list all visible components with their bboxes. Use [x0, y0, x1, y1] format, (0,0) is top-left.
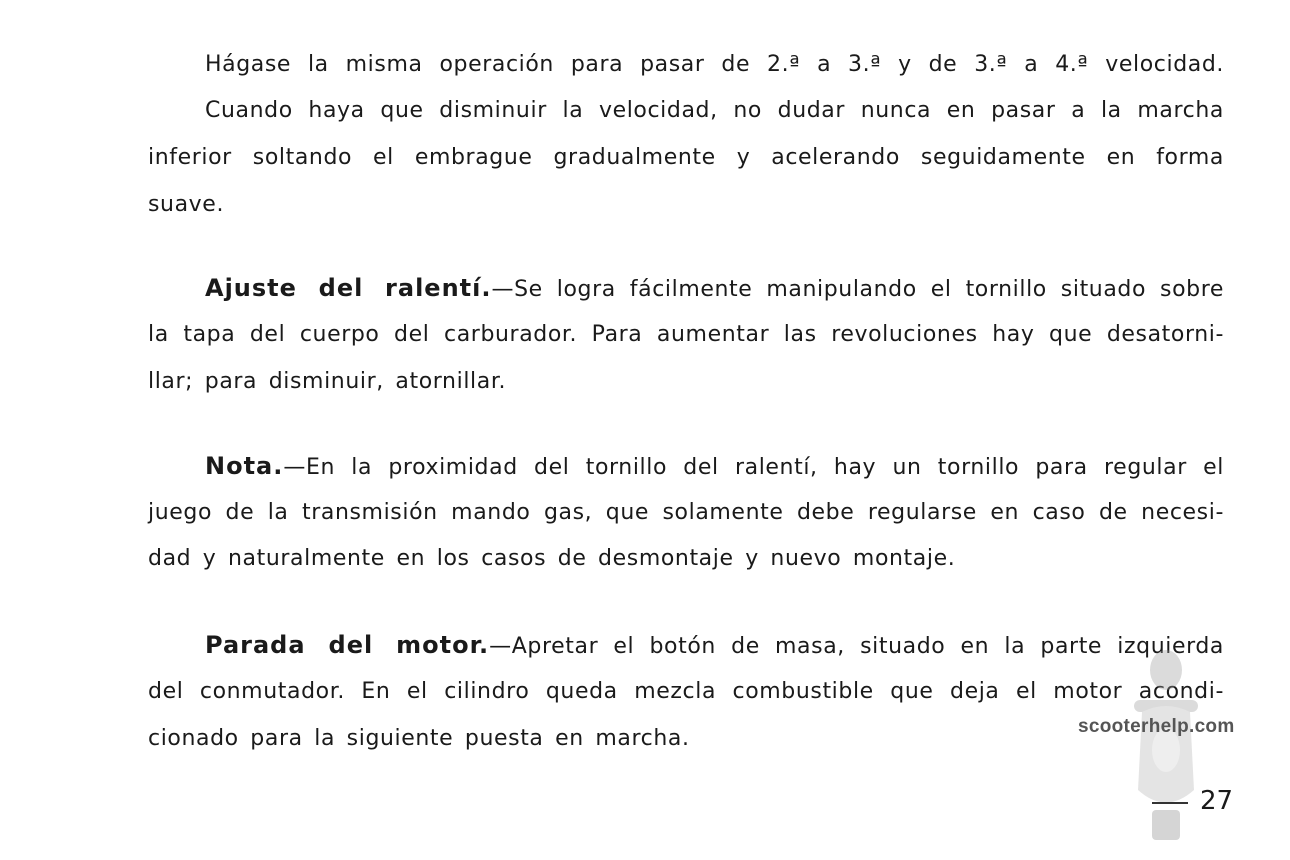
nota-line-3: dad y naturalmente en los casos de desmontaje y nuevo montaje. [148, 546, 956, 571]
ralenti-line-1 [205, 273, 1224, 305]
parada-line-3: cionado para la siguiente puesta en marcha. [148, 726, 690, 751]
paragraph-1-line-3: inferior soltando el embrague gradualmente y acelerando seguidamente en forma [148, 145, 1224, 170]
watermark-text: scooterhelp.com [1078, 716, 1235, 737]
paragraph-1-line-4: suave. [148, 192, 225, 217]
ralenti-line-1-text: —Se logra fácilmente manipulando el tornillo situado sobre [491, 277, 1224, 302]
page-number: 27 [1200, 786, 1234, 816]
page-number-dash [1152, 802, 1188, 804]
parada-line-1-text: —Apretar el botón de masa, situado en la parte izquierda [489, 634, 1224, 659]
nota-line-1 [205, 451, 1224, 483]
ralenti-heading: Ajuste del ralentí. [205, 274, 492, 302]
paragraph-1-line-1: Hágase la misma operación para pasar de 2.ª a 3.ª y de 3.ª a 4.ª velocidad. [205, 52, 1224, 77]
nota-line-1-text: —En la proximidad del tornillo del ralentí, hay un tornillo para regular el [283, 455, 1224, 480]
ralenti-line-3: llar; para disminuir, atornillar. [148, 369, 507, 394]
nota-heading: Nota. [205, 452, 284, 480]
parada-heading: Parada del motor. [205, 631, 490, 659]
paragraph-1-line-2: Cuando haya que disminuir la velocidad, no dudar nunca en pasar a la marcha [205, 98, 1224, 123]
parada-line-1 [205, 630, 1224, 662]
ralenti-line-2: la tapa del cuerpo del carburador. Para aumentar las revoluciones hay que desatorni- [148, 322, 1224, 347]
scooter-watermark-icon [1128, 640, 1204, 850]
parada-line-2: del conmutador. En el cilindro queda mezcla combustible que deja el motor acondi- [148, 679, 1224, 704]
nota-line-2: juego de la transmisión mando gas, que solamente debe regularse en caso de necesi- [148, 500, 1224, 525]
